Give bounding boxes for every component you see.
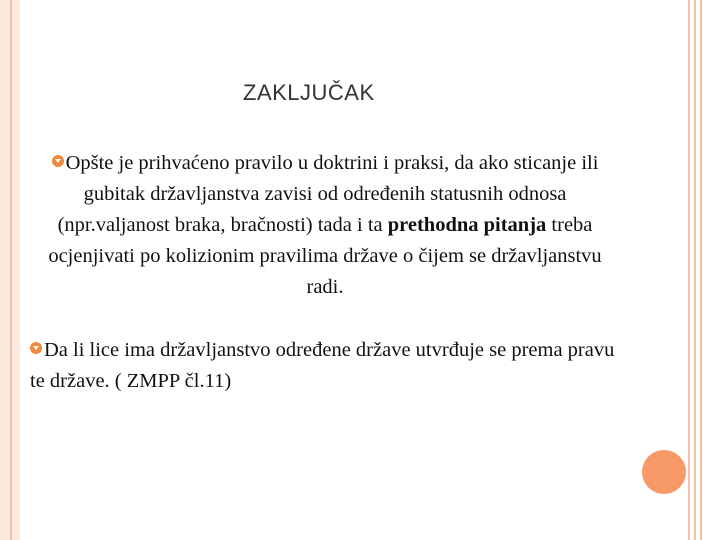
decorative-circle	[642, 450, 686, 494]
bullet-icon	[52, 155, 64, 167]
right-frame-line-3	[700, 0, 702, 540]
right-frame-line-2	[694, 0, 696, 540]
bullet-paragraph-2	[30, 335, 630, 397]
paragraph-1-lead: Opšte je prihvaćeno pravilo u doktrini i praksi, da ako sticanje ili gubitak državljanstva zavisi od određenih statusnih odnosa (npr.valjanost braka, bračnosti) tada i ta	[57, 152, 599, 236]
bullet-icon	[30, 342, 42, 354]
bullet-paragraph-1	[30, 148, 620, 303]
right-frame-line-1	[688, 0, 690, 540]
paragraph-1-bold: prethodna pitanja	[387, 214, 547, 236]
left-frame-line	[10, 0, 12, 540]
paragraph-1-tail: treba ocjenjivati po kolizionim pravilima države o čijem se državljanstvu radi.	[48, 214, 602, 298]
paragraph-2-text: Da li lice ima državljanstvo određene države utvrđuje se prema pravu te države. ( ZMPP čl.11)	[30, 339, 615, 392]
slide-title: ZAKLJUČAK	[243, 80, 375, 105]
